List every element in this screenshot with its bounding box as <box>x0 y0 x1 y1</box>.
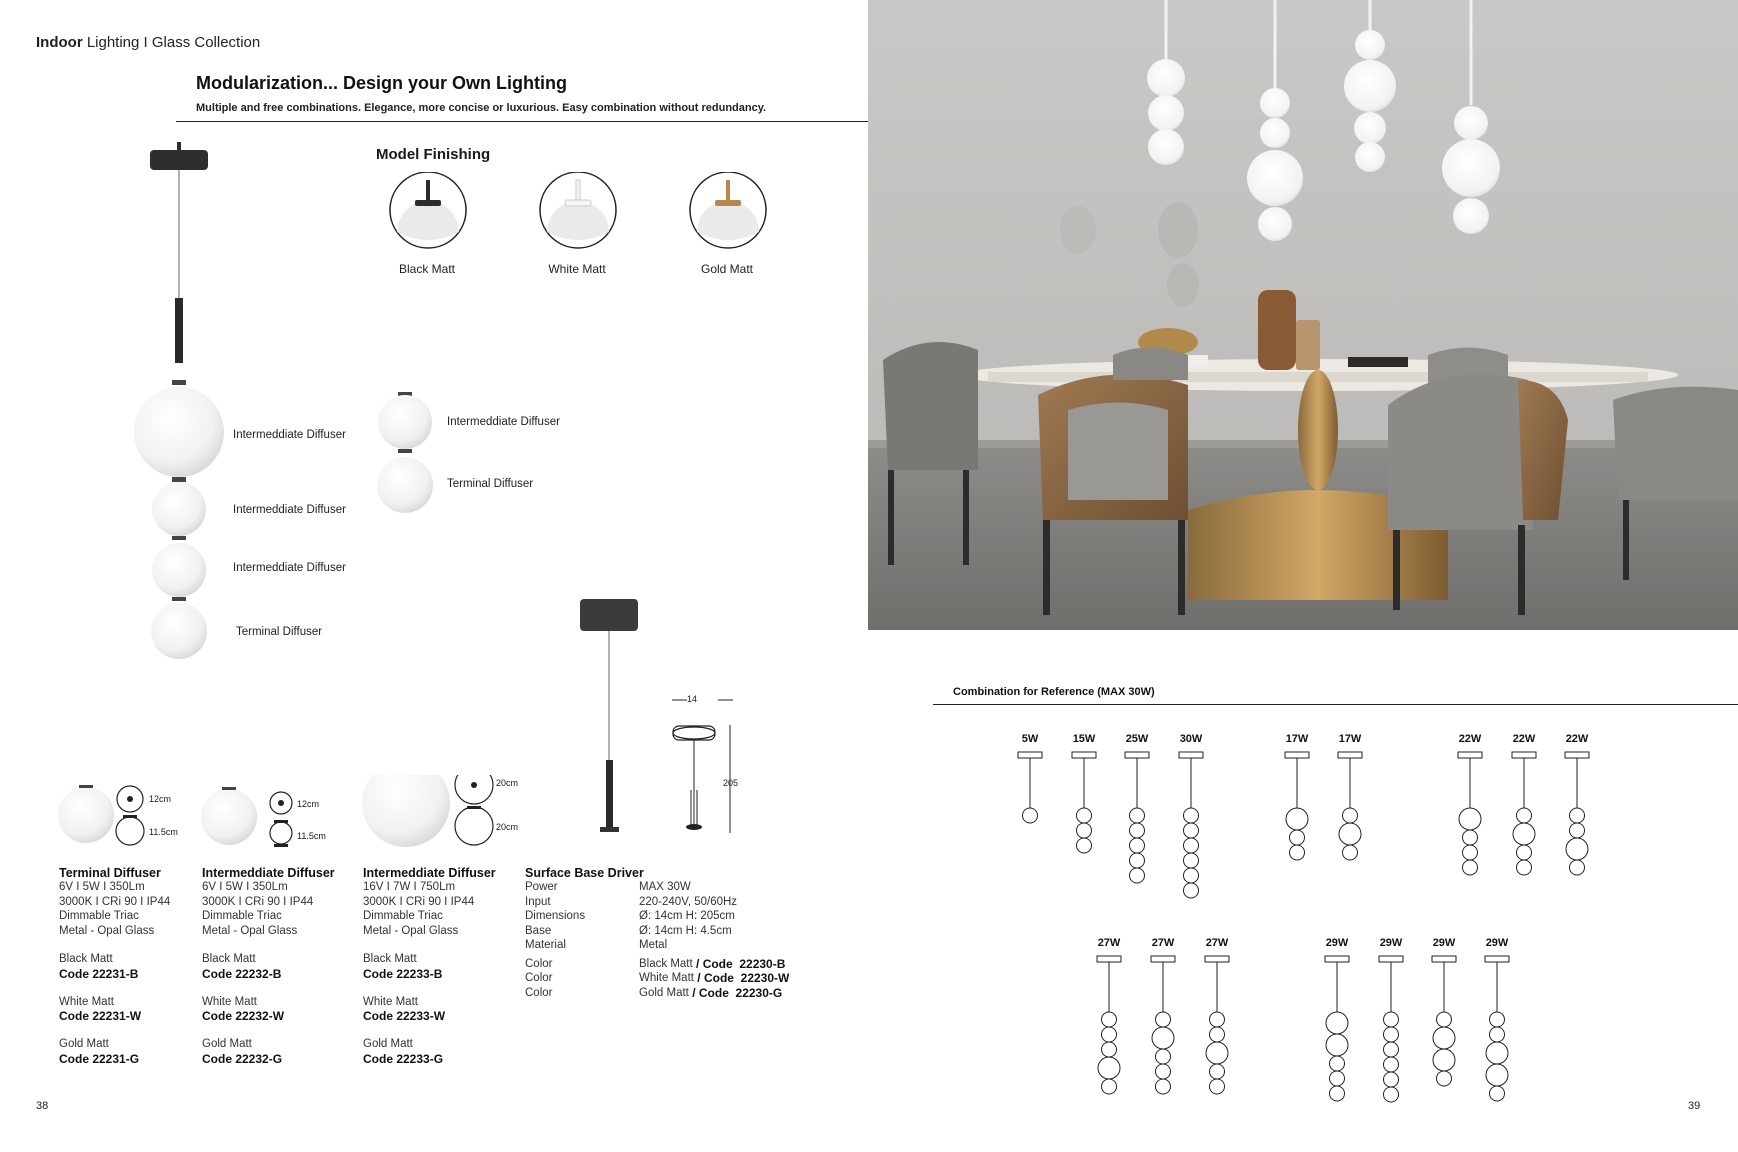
spec-line: Metal - Opal Glass <box>202 924 298 937</box>
driver-name: Surface Base Driver <box>525 866 644 880</box>
spec-line: Dimmable Triac <box>363 910 443 922</box>
pendant-illustration <box>120 140 240 670</box>
combination-ball-large <box>1459 808 1481 830</box>
combination-ball-small <box>1077 838 1092 853</box>
driver-spec-value: Ø: 14cm H: 205cm <box>639 910 735 922</box>
combination-ball-large <box>1486 1042 1508 1064</box>
combination-ball-small <box>1490 1012 1505 1027</box>
combination-ball-small <box>1210 1079 1225 1094</box>
combination-watt-label: 15W <box>1072 733 1096 745</box>
inter-large-side-dim: 20cm <box>496 822 519 832</box>
driver-spec-key: Input <box>525 895 551 908</box>
combination-ball-small <box>1077 808 1092 823</box>
combination-canopy <box>1151 956 1175 962</box>
driver-spec-row <box>525 895 825 910</box>
chair-back-left <box>1113 348 1188 381</box>
driver-spec-key: Base <box>525 924 552 937</box>
dining-scene <box>868 0 1738 630</box>
variant-code: Code 22233-W <box>363 1009 446 1023</box>
driver-spec-key: Power <box>525 881 558 893</box>
variant-finish: Gold Matt <box>363 1038 413 1050</box>
combination-ball-small <box>1184 883 1199 898</box>
driver-color-row <box>525 986 825 1001</box>
finishing-title: Model Finishing <box>376 146 491 163</box>
combination-diagram <box>1557 750 1597 930</box>
variant-code: Code 22233-G <box>363 1051 444 1066</box>
driver-color-row <box>525 957 825 972</box>
driver-height-dim: 205 <box>723 778 739 788</box>
spec-line: Dimmable Triac <box>202 910 282 922</box>
combination-canopy <box>1565 752 1589 758</box>
combination-diagram <box>1064 750 1104 930</box>
variant-code: Code 22232-B <box>202 966 282 981</box>
combination-canopy <box>1379 956 1403 962</box>
combination-canopy <box>1125 752 1149 758</box>
combination-ball-small <box>1330 1056 1345 1071</box>
combination-ball-large <box>1566 838 1588 860</box>
combination-diagram <box>1171 750 1211 930</box>
combination-watt-label: 22W <box>1458 733 1482 745</box>
combination-ball-small <box>1330 1071 1345 1086</box>
combination-ball-small <box>1102 1012 1117 1027</box>
combination-watt-label: 27W <box>1097 937 1121 949</box>
combination-ball-small <box>1184 808 1199 823</box>
combination-watt-label: 17W <box>1338 733 1362 745</box>
combination-ball-small <box>1384 1042 1399 1057</box>
inter-small-top-dim: 12cm <box>297 799 320 809</box>
combination-diagram <box>1371 954 1411 1134</box>
combination-canopy <box>1018 752 1042 758</box>
combination-ball-small <box>1210 1012 1225 1027</box>
driver-color-key: Color <box>525 986 553 999</box>
driver-color-finish: White Matt <box>639 972 694 984</box>
combination-diagram <box>1143 954 1183 1134</box>
combination-ball-small <box>1570 808 1585 823</box>
page-number-right: 39 <box>1688 1100 1701 1112</box>
product-name: Intermeddiate Diffuser <box>363 866 496 880</box>
driver-spec-row <box>525 909 825 924</box>
combination-ball-large <box>1513 823 1535 845</box>
combination-ball-large <box>1098 1057 1120 1079</box>
combination-watt-label: 29W <box>1325 937 1349 949</box>
driver-spec-key: Dimensions <box>525 910 586 922</box>
product-thumbnails <box>56 775 519 870</box>
variant-code: Code 22233-B <box>363 966 443 981</box>
combination-ball-large <box>1206 1042 1228 1064</box>
combination-diagram <box>1330 750 1370 930</box>
combination-ball-large <box>1152 1027 1174 1049</box>
module-label-1: Intermeddiate Diffuser <box>447 416 560 428</box>
combination-canopy <box>1179 752 1203 758</box>
spec-line: 16V I 7W I 750Lm <box>363 881 456 893</box>
driver-color-finish: Gold Matt <box>639 986 689 999</box>
driver-spec-row <box>525 924 825 939</box>
combination-diagram <box>1197 954 1237 1134</box>
combination-ball-small <box>1490 1027 1505 1042</box>
combination-ball-large <box>1286 808 1308 830</box>
driver-spec-value: Ø: 14cm H: 4.5cm <box>639 924 732 937</box>
driver-color-code: / Code 22230-W <box>693 971 790 985</box>
combination-ball-small <box>1102 1042 1117 1057</box>
finish-label-white: White Matt <box>548 262 606 276</box>
spec-line: 3000K I CRi 90 I IP44 <box>59 895 171 908</box>
spec-line: Metal - Opal Glass <box>59 924 155 937</box>
combination-watt-label: 29W <box>1485 937 1509 949</box>
diffuser-label-4: Terminal Diffuser <box>236 626 323 638</box>
combination-ball-small <box>1290 845 1305 860</box>
spec-line: 3000K I CRi 90 I IP44 <box>202 895 314 908</box>
combination-canopy <box>1285 752 1309 758</box>
combination-watt-label: 25W <box>1125 733 1149 745</box>
combination-canopy <box>1485 956 1509 962</box>
combination-ball-small <box>1343 808 1358 823</box>
combination-ball-small <box>1210 1064 1225 1079</box>
driver-color-key: Color <box>525 957 553 970</box>
page-number-left: 38 <box>36 1100 49 1112</box>
inter-small-side-dim: 11.5cm <box>297 831 326 841</box>
variant-code: Code 22231-G <box>59 1051 140 1066</box>
terminal-top-dim: 12cm <box>149 794 172 804</box>
driver-width-dim: 14 <box>687 694 698 704</box>
combination-watt-label: 5W <box>1021 733 1039 745</box>
combination-ball-small <box>1156 1079 1171 1094</box>
finish-label-black: Black Matt <box>398 262 455 276</box>
spec-line: 6V I 5W I 350Lm <box>202 881 288 893</box>
brand-bold: Indoor <box>36 34 83 51</box>
finishing-swatches <box>385 172 785 252</box>
combination-ball-small <box>1570 823 1585 838</box>
variant-finish: Black Matt <box>202 953 256 965</box>
combination-ball-small <box>1156 1049 1171 1064</box>
module-illustration <box>370 390 440 520</box>
combination-canopy <box>1512 752 1536 758</box>
combination-ball-small <box>1102 1027 1117 1042</box>
driver-color-key: Color <box>525 972 553 984</box>
variant-finish: White Matt <box>59 995 114 1008</box>
combination-ball-small <box>1184 853 1199 868</box>
driver-spec-value: MAX 30W <box>639 881 691 893</box>
combination-ball-large <box>1326 1012 1348 1034</box>
page-headline: Modularization... Design your Own Lighting <box>196 73 567 93</box>
spec-line: Dimmable Triac <box>59 910 139 922</box>
combination-ball-large <box>1433 1049 1455 1071</box>
combination-watt-label: 27W <box>1205 937 1229 949</box>
finish-swatch-gold <box>690 172 766 248</box>
combination-ball-small <box>1517 845 1532 860</box>
combination-ball-small <box>1330 1086 1345 1101</box>
combination-ball-large <box>1433 1027 1455 1049</box>
variant-finish: Black Matt <box>363 953 417 965</box>
combination-diagram <box>1477 954 1517 1134</box>
combinations-title: Combination for Reference (MAX 30W) <box>953 686 1155 698</box>
combination-ball-large <box>1326 1034 1348 1056</box>
combination-ball-small <box>1490 1086 1505 1101</box>
combination-ball-small <box>1156 1012 1171 1027</box>
combination-canopy <box>1338 752 1362 758</box>
variant-code: Code 22232-G <box>202 1051 283 1066</box>
brand-subtitle: Lighting I Glass Collection <box>82 34 261 51</box>
terminal-side-dim: 11.5cm <box>149 827 178 837</box>
variant-code: Code 22231-W <box>59 1009 142 1023</box>
combination-ball-small <box>1384 1087 1399 1102</box>
combination-ball-small <box>1130 823 1145 838</box>
product-intermediate-small <box>202 866 362 1066</box>
variant-finish: Black Matt <box>59 953 113 965</box>
variant-finish: Gold Matt <box>59 1038 109 1050</box>
combination-ball-small <box>1130 808 1145 823</box>
module-label-2: Terminal Diffuser <box>447 478 534 490</box>
combination-diagram <box>1317 954 1357 1134</box>
combination-ball-small <box>1130 853 1145 868</box>
driver-color-code: / Code 22230-G <box>688 985 783 1000</box>
variant-code: Code 22232-W <box>202 1009 285 1023</box>
combination-ball-small <box>1343 845 1358 860</box>
diffuser-label-3: Intermeddiate Diffuser <box>233 562 346 574</box>
combination-diagram <box>1089 954 1129 1134</box>
combination-canopy <box>1205 956 1229 962</box>
spec-line: Metal - Opal Glass <box>363 924 459 937</box>
combination-watt-label: 22W <box>1512 733 1536 745</box>
combination-ball-small <box>1384 1027 1399 1042</box>
combination-ball-small <box>1463 830 1478 845</box>
combination-diagram <box>1424 954 1464 1134</box>
combination-canopy <box>1325 956 1349 962</box>
driver-illustration <box>570 595 750 850</box>
combination-ball-small <box>1077 823 1092 838</box>
product-name: Intermeddiate Diffuser <box>202 866 335 880</box>
combination-ball-small <box>1130 838 1145 853</box>
product-name: Terminal Diffuser <box>59 866 161 880</box>
combination-ball-small <box>1184 838 1199 853</box>
variant-finish: White Matt <box>202 995 257 1008</box>
combination-ball-small <box>1463 845 1478 860</box>
combination-ball-large <box>1486 1064 1508 1086</box>
combination-diagram <box>1277 750 1317 930</box>
combination-watt-label: 27W <box>1151 937 1175 949</box>
driver-spec-row <box>525 880 825 895</box>
combination-ball-small <box>1517 860 1532 875</box>
driver-spec-key: Material <box>525 939 566 951</box>
driver-color-code: / Code 22230-B <box>692 956 786 971</box>
combination-ball-large <box>1339 823 1361 845</box>
variant-finish: Gold Matt <box>202 1038 252 1050</box>
combination-watt-label: 29W <box>1379 937 1403 949</box>
combination-ball-small <box>1437 1071 1452 1086</box>
driver-spec-row <box>525 938 825 953</box>
product-terminal <box>59 866 209 1066</box>
combination-ball-small <box>1290 830 1305 845</box>
variant-code: Code 22231-B <box>59 966 139 981</box>
combination-canopy <box>1072 752 1096 758</box>
combination-ball-small <box>1570 860 1585 875</box>
page-subline: Multiple and free combinations. Elegance, more concise or luxurious. Easy combination without redundancy. <box>196 102 767 114</box>
inter-large-top-dim: 20cm <box>496 778 519 788</box>
spec-line: 3000K I CRi 90 I IP44 <box>363 895 475 908</box>
combination-ball-small <box>1184 823 1199 838</box>
combination-watt-label: 17W <box>1285 733 1309 745</box>
brand-header <box>36 34 260 51</box>
dining-room-photo <box>868 0 1738 630</box>
spec-line: 6V I 5W I 350Lm <box>59 881 145 893</box>
combination-ball-small <box>1384 1072 1399 1087</box>
driver-specs <box>525 866 825 1000</box>
combination-ball-small <box>1517 808 1532 823</box>
combination-diagram <box>1010 750 1050 930</box>
combination-diagram <box>1117 750 1157 930</box>
combinations-rule <box>933 704 1738 705</box>
product-intermediate-large <box>363 866 523 1066</box>
header-rule <box>176 121 868 122</box>
driver-spec-value: 220-240V, 50/60Hz <box>639 895 738 908</box>
combination-canopy <box>1097 956 1121 962</box>
combination-diagram <box>1504 750 1544 930</box>
driver-spec-value: Metal <box>639 939 668 951</box>
combination-ball-small <box>1384 1057 1399 1072</box>
combination-ball-small <box>1437 1012 1452 1027</box>
combination-canopy <box>1458 752 1482 758</box>
combination-ball-small <box>1130 868 1145 883</box>
diffuser-label-1: Intermeddiate Diffuser <box>233 429 346 441</box>
finish-swatch-black <box>390 172 466 248</box>
finish-swatch-white <box>540 172 616 248</box>
combination-ball-small <box>1156 1064 1171 1079</box>
combination-ball-small <box>1023 808 1038 823</box>
combination-ball-small <box>1463 860 1478 875</box>
combination-ball-small <box>1210 1027 1225 1042</box>
combination-watt-label: 30W <box>1179 733 1203 745</box>
combination-ball-small <box>1384 1012 1399 1027</box>
variant-finish: White Matt <box>363 995 418 1008</box>
combination-watt-label: 29W <box>1432 937 1456 949</box>
combination-watt-label: 22W <box>1565 733 1589 745</box>
diffuser-label-2: Intermeddiate Diffuser <box>233 504 346 516</box>
driver-color-finish: Black Matt <box>639 957 693 970</box>
combination-diagram <box>1450 750 1490 930</box>
combination-ball-small <box>1102 1079 1117 1094</box>
driver-color-row <box>525 971 825 986</box>
combination-canopy <box>1432 956 1456 962</box>
finish-label-gold: Gold Matt <box>700 262 754 276</box>
combination-ball-small <box>1184 868 1199 883</box>
